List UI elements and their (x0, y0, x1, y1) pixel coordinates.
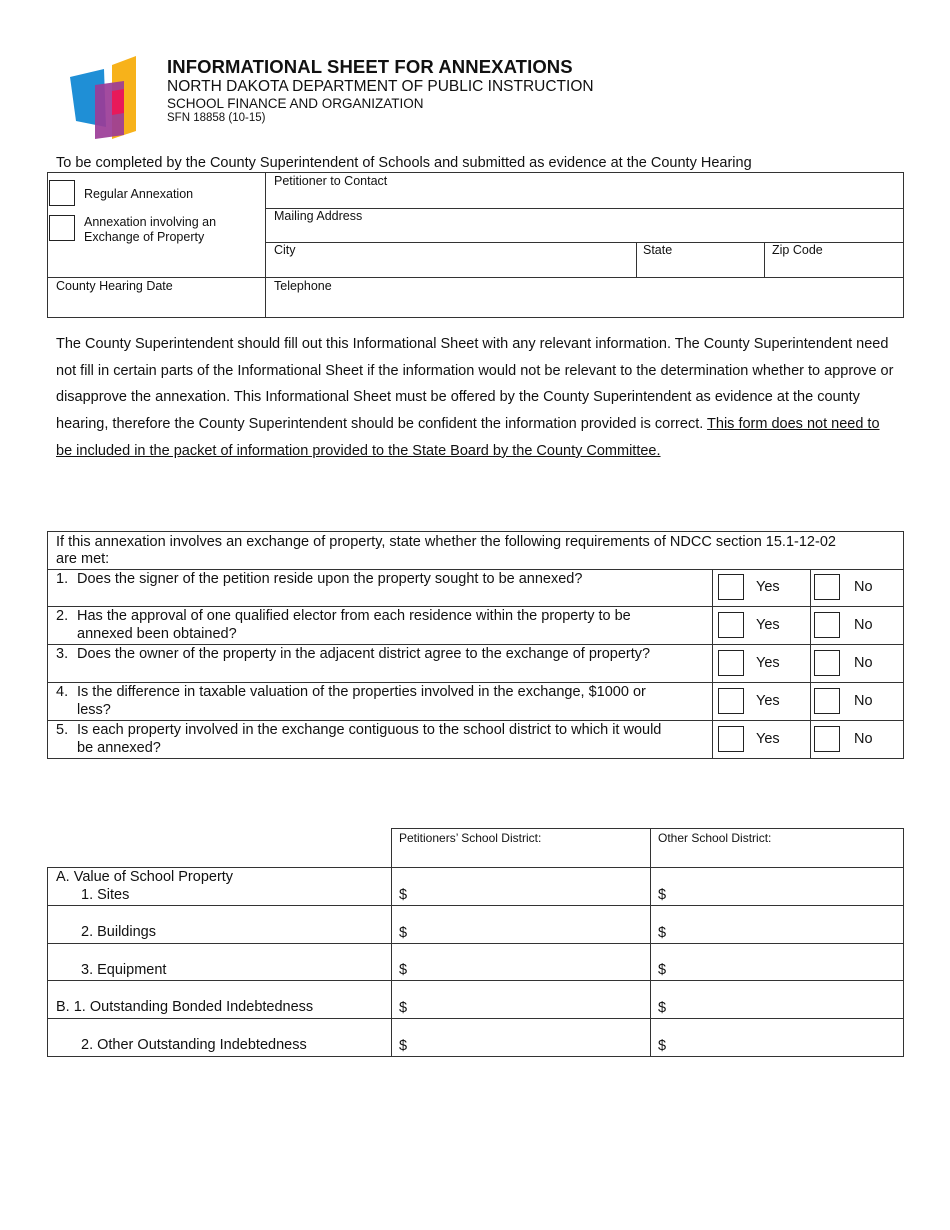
yes-label: Yes (756, 731, 780, 747)
regular-annexation-label: Regular Annexation (84, 187, 194, 201)
petitioner-contact-field[interactable] (266, 173, 903, 208)
sites-other-field[interactable] (669, 868, 903, 905)
form-title: INFORMATIONAL SHEET FOR ANNEXATIONS (167, 56, 573, 77)
no-label: No (854, 579, 873, 595)
value-row-label: 3. Equipment (81, 962, 167, 978)
currency-symbol: $ (658, 1000, 667, 1016)
city-label: City (274, 243, 296, 257)
yes-label: Yes (756, 579, 780, 595)
value-row-section-label: B. 1. Outstanding Bonded Indebtedness (56, 999, 314, 1015)
yes-label: Yes (756, 655, 780, 671)
value-row-section-label: A. Value of School Property (56, 869, 234, 885)
currency-symbol: $ (399, 887, 408, 903)
question-number: 2. (56, 608, 69, 624)
no-label: No (854, 617, 873, 633)
question-text: Has the approval of one qualified elector from each residence within the property to be (77, 608, 631, 624)
value-row-label: 2. Other Outstanding Indebtedness (81, 1037, 307, 1053)
division-name: SCHOOL FINANCE AND ORGANIZATION (167, 96, 424, 111)
currency-symbol: $ (658, 887, 667, 903)
buildings-petitioners-field[interactable] (410, 906, 649, 943)
question-text: Does the owner of the property in the adjacent district agree to the exchange of property? (77, 646, 651, 662)
currency-symbol: $ (658, 925, 667, 941)
currency-symbol: $ (658, 1038, 667, 1054)
exchange-annexation-checkbox[interactable] (49, 215, 75, 241)
form-number: SFN 18858 (10-15) (167, 112, 266, 124)
no-label: No (854, 731, 873, 747)
other-debt-petitioners-field[interactable] (410, 1019, 649, 1056)
state-field[interactable] (637, 243, 764, 277)
requirements-intro-2: are met: (56, 551, 110, 567)
instructions-paragraph (56, 331, 896, 465)
telephone-field[interactable] (266, 278, 903, 317)
ndpi-logo-icon (68, 55, 138, 141)
currency-symbol: $ (399, 1000, 408, 1016)
zip-code-label: Zip Code (772, 243, 823, 257)
question-text: Is the difference in taxable valuation of the properties involved in the exchange, $1000 or (77, 684, 646, 700)
q5-yes-checkbox[interactable] (718, 726, 744, 752)
q3-no-checkbox[interactable] (814, 650, 840, 676)
q1-no-checkbox[interactable] (814, 574, 840, 600)
zip-code-field[interactable] (765, 243, 903, 277)
value-row-label: 1. Sites (81, 887, 130, 903)
value-row-label: 2. Buildings (81, 924, 156, 940)
other-debt-other-field[interactable] (669, 1019, 903, 1056)
exchange-annexation-label-1: Annexation involving an (84, 215, 217, 229)
county-hearing-date-label: County Hearing Date (56, 279, 173, 293)
question-number: 4. (56, 684, 69, 700)
q2-yes-checkbox[interactable] (718, 612, 744, 638)
question-number: 3. (56, 646, 69, 662)
other-district-header: Other School District: (658, 831, 772, 845)
instruction-text: To be completed by the County Superintendent of Schools and submitted as evidence at the County Hearing (56, 155, 752, 171)
petitioner-contact-label: Petitioner to Contact (274, 174, 388, 188)
question-text-cont: be annexed? (77, 740, 161, 756)
mailing-address-field[interactable] (266, 209, 903, 242)
yes-label: Yes (756, 617, 780, 633)
exchange-annexation-label-2: Exchange of Property (84, 230, 205, 244)
sites-petitioners-field[interactable] (410, 868, 649, 905)
q2-no-checkbox[interactable] (814, 612, 840, 638)
currency-symbol: $ (658, 962, 667, 978)
regular-annexation-checkbox[interactable] (49, 180, 75, 206)
currency-symbol: $ (399, 962, 408, 978)
instructions-text: The County Superintendent should fill out this Informational Sheet with any relevant information. The County Superintendent need not fill in certain parts of the Informational Sheet if the information would not be relevant to the determination whether to approve or disapprove the annexation. This Informational Sheet must be offered by the County Superintendent as evidence at the county hearing, therefore the County Superintendent should be confident the information provided is correct. (56, 336, 894, 433)
bonded-debt-petitioners-field[interactable] (410, 981, 649, 1018)
city-field[interactable] (266, 243, 636, 277)
question-number: 5. (56, 722, 69, 738)
mailing-address-label: Mailing Address (274, 209, 363, 223)
department-name: NORTH DAKOTA DEPARTMENT OF PUBLIC INSTRUCTION (167, 78, 594, 95)
no-label: No (854, 693, 873, 709)
equipment-other-field[interactable] (669, 944, 903, 980)
telephone-label: Telephone (274, 279, 332, 293)
q5-no-checkbox[interactable] (814, 726, 840, 752)
equipment-petitioners-field[interactable] (410, 944, 649, 980)
currency-symbol: $ (399, 1038, 408, 1054)
q4-yes-checkbox[interactable] (718, 688, 744, 714)
question-text: Is each property involved in the exchange contiguous to the school district to which it would (77, 722, 662, 738)
question-text-cont: less? (77, 702, 111, 718)
question-number: 1. (56, 571, 69, 587)
buildings-other-field[interactable] (669, 906, 903, 943)
q4-no-checkbox[interactable] (814, 688, 840, 714)
state-label: State (643, 243, 673, 257)
county-hearing-date-field[interactable] (48, 278, 265, 317)
question-text: Does the signer of the petition reside upon the property sought to be annexed? (77, 571, 583, 587)
bonded-debt-other-field[interactable] (669, 981, 903, 1018)
yes-label: Yes (756, 693, 780, 709)
no-label: No (854, 655, 873, 671)
question-text-cont: annexed been obtained? (77, 626, 237, 642)
currency-symbol: $ (399, 925, 408, 941)
instructions-underlined-text: This form does not need to be included in the packet of information provided to the State Board by the County Committee. (56, 416, 880, 459)
q1-yes-checkbox[interactable] (718, 574, 744, 600)
petitioners-district-header: Petitioners’ School District: (399, 831, 542, 845)
requirements-intro-1: If this annexation involves an exchange of property, state whether the following requirements of NDCC section 15.1-12-02 (56, 534, 836, 550)
q3-yes-checkbox[interactable] (718, 650, 744, 676)
